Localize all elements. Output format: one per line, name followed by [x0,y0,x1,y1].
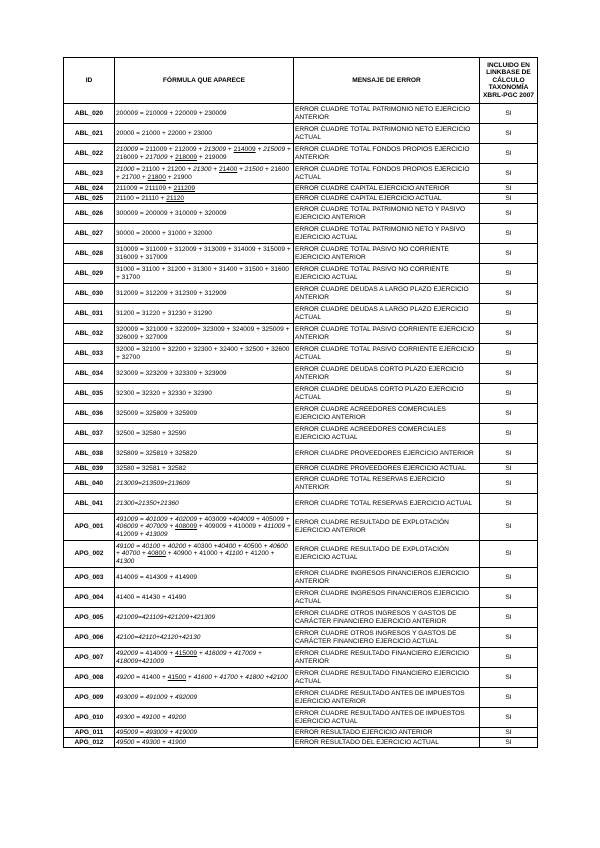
formula-segment: 493009 = 491009 + 492009 [116,693,198,701]
formula-segment: + [211,165,219,173]
formula-segment: 32500 = 32580 + 32590 [116,429,187,437]
formula-segment: 200009 = 210009 + 220009 + 230009 [116,109,227,117]
formula-segment: + 40500 + [235,542,270,550]
rule-id: ABL_038 [64,444,115,464]
formula-segment: 21500 [244,165,264,173]
included-flag: SI [480,144,538,164]
rule-id: APG_007 [64,648,115,668]
rule-formula [115,194,294,204]
included-flag: SI [480,164,538,184]
rule-formula [115,284,294,304]
formula-segment: 214009 [233,145,256,153]
rule-formula [115,364,294,384]
included-flag: SI [480,194,538,204]
rule-formula [115,494,294,514]
included-flag: SI [480,688,538,708]
table-row [64,444,538,464]
formula-segment: 412009 + [116,530,146,538]
rule-formula [115,514,294,541]
rule-formula [115,648,294,668]
table-row [64,404,538,424]
formula-segment: + 21600 + [116,165,289,181]
included-flag: SI [480,204,538,224]
table-row [64,344,538,364]
table-row [64,568,538,588]
included-flag: SI [480,464,538,474]
formula-segment: 41300 [116,557,135,565]
rule-id: ABL_020 [64,104,115,124]
rule-formula [115,384,294,404]
error-message: ERROR CUADRE TOTAL PASIVO NO CORRIENTE EJERCICIO ANTERIOR [294,244,480,264]
rule-id: APG_002 [64,541,115,568]
table-row [64,608,538,628]
rule-formula [115,204,294,224]
rule-formula [115,344,294,364]
formula-segment: 213009=213509+213609 [116,479,190,487]
table-row [64,588,538,608]
formula-segment: 49100 = 40100 + 40200 [116,542,187,550]
included-flag: SI [480,608,538,628]
formula-segment: = 21100 + 21200 + [134,165,194,173]
rule-id: ABL_040 [64,474,115,494]
formula-segment: 49500 = 49300 + 41900 [116,738,187,746]
rule-id: ABL_036 [64,404,115,424]
rule-id: APG_008 [64,668,115,688]
rule-formula [115,404,294,424]
rule-formula [115,144,294,164]
table-row [64,514,538,541]
table-row [64,184,538,194]
included-flag: SI [480,264,538,284]
formula-segment: 213009 [204,145,227,153]
formula-segment: 421009=421109+421209+421309 [116,613,216,621]
included-flag: SI [480,244,538,264]
included-flag: SI [480,364,538,384]
error-message: ERROR CUADRE TOTAL PASIVO NO CORRIENTE EJERCICIO ACTUAL [294,264,480,284]
formula-segment: + [255,145,264,153]
error-message: ERROR CUADRE RESULTADO ANTES DE IMPUESTOS EJERCICIO ANTERIOR [294,688,480,708]
error-message: ERROR CUADRE RESULTADO FINANCIERO EJERCICIO ANTERIOR [294,648,480,668]
rule-id: ABL_035 [64,384,115,404]
included-flag: SI [480,104,538,124]
table-row [64,324,538,344]
formula-segment: 408009 [175,523,198,531]
included-flag: SI [480,568,538,588]
rule-formula [115,224,294,244]
error-message: ERROR CUADRE TOTAL PATRIMONIO NETO EJERCICIO ANTERIOR [294,104,480,124]
rule-formula [115,184,294,194]
included-flag: SI [480,588,538,608]
formula-segment: 211009 = 211109 + [116,184,174,192]
formula-segment: + [167,153,176,161]
table-row [64,284,538,304]
rule-id: APG_010 [64,708,115,728]
rule-id: APG_003 [64,568,115,588]
formula-segment: 42100=42110+42120+42130 [116,633,201,641]
table-row [64,384,538,404]
error-message: ERROR CUADRE TOTAL PATRIMONIO NETO EJERCICIO ACTUAL [294,124,480,144]
table-row [64,494,538,514]
rule-id: ABL_022 [64,144,115,164]
included-flag: SI [480,444,538,464]
error-message: ERROR CUADRE DEUDAS A LARGO PLAZO EJERCICIO ACTUAL [294,304,480,324]
table-row [64,688,538,708]
error-message: ERROR CUADRE DEUDAS A LARGO PLAZO EJERCICIO ANTERIOR [294,284,480,304]
included-flag: SI [480,184,538,194]
formula-segment: 495009 = 493009 + 419009 [116,728,198,736]
rule-id: ABL_021 [64,124,115,144]
included-flag: SI [480,344,538,364]
table-row [64,728,538,738]
rule-formula [115,124,294,144]
table-row [64,474,538,494]
rule-formula [115,104,294,124]
formula-segment: + [226,145,234,153]
error-rules-table [63,57,538,748]
formula-segment: 49200 [116,673,135,681]
rule-formula [115,708,294,728]
rule-id: APG_009 [64,688,115,708]
formula-segment: +40400 [213,542,236,550]
formula-segment: + 409009 + 410009 + [197,523,264,531]
formula-segment: = 211009 + 212009 + [138,145,205,153]
formula-segment: 210009 [116,145,139,153]
error-message: ERROR RESULTADO EJERCICIO ANTERIOR [294,728,480,738]
table-row [64,628,538,648]
table-row [64,648,538,668]
error-message: ERROR CUADRE TOTAL PASIVO CORRIENTE EJERCICIO ACTUAL [294,344,480,364]
header-formula: FÓRMULA QUE APARECE [115,58,294,104]
table-row [64,124,538,144]
error-message: ERROR CUADRE CAPITAL EJERCICIO ACTUAL [294,194,480,204]
formula-segment: 323009 = 323209 + 323309 + 323909 [116,369,227,377]
rule-id: APG_006 [64,628,115,648]
table-body [64,104,538,748]
rule-id: ABL_037 [64,424,115,444]
header-included: INCLUIDO EN LINKBASE DE CÁLCULO TAXONOMÍA XBRL-PGC 2007 [480,58,538,104]
formula-segment: + [237,165,245,173]
rule-id: APG_005 [64,608,115,628]
error-message: ERROR CUADRE PROVEEDORES EJERCICIO ANTERIOR [294,444,480,464]
rule-formula [115,588,294,608]
formula-segment: = 41400 + [134,673,168,681]
formula-segment: 41500 [167,673,187,681]
rule-formula [115,668,294,688]
rule-id: ABL_028 [64,244,115,264]
rule-id: ABL_034 [64,364,115,384]
error-message: ERROR CUADRE RESULTADO DE EXPLOTACIÓN EJERCICIO ACTUAL [294,541,480,568]
included-flag: SI [480,474,538,494]
table-row [64,244,538,264]
formula-segment: 310009 = 311009 + 312009 + 313009 + 314009 + 315009 + 316009 + 317009 [116,245,291,261]
formula-segment: 325809 = 325819 + 325829 [116,449,198,457]
error-message: ERROR CUADRE RESULTADO FINANCIERO EJERCICIO ACTUAL [294,668,480,688]
included-flag: SI [480,738,538,748]
formula-segment: + 216009 + [116,145,291,161]
table-row [64,364,538,384]
table-row [64,144,538,164]
error-message: ERROR CUADRE TOTAL PATRIMONIO NETO Y PASIVO EJERCICIO ACTUAL [294,224,480,244]
table-row [64,464,538,474]
formula-segment: 217009 [145,153,168,161]
error-message: ERROR CUADRE INGRESOS FINANCIEROS EJERCICIO ACTUAL [294,588,480,608]
error-message: ERROR CUADRE RESULTADO ANTES DE IMPUESTOS EJERCICIO ACTUAL [294,708,480,728]
error-message: ERROR CUADRE ACREEDORES COMERCIALES EJERCICIO ANTERIOR [294,404,480,424]
included-flag: SI [480,424,538,444]
formula-segment: 32300 = 32320 + 32330 + 32390 [116,389,212,397]
rule-id: ABL_041 [64,494,115,514]
header-message: MENSAJE DE ERROR [294,58,480,104]
included-flag: SI [480,628,538,648]
rule-id: APG_004 [64,588,115,608]
error-message: ERROR CUADRE DEUDAS CORTO PLAZO EJERCICIO ACTUAL [294,384,480,404]
error-message: ERROR CUADRE RESULTADO DE EXPLOTACIÓN EJERCICIO ANTERIOR [294,514,480,541]
formula-segment: 40600 + 40700 + [116,542,288,558]
rule-id: ABL_023 [64,164,115,184]
error-message: ERROR CUADRE TOTAL RESERVAS EJERCICIO ANTERIOR [294,474,480,494]
rule-formula [115,464,294,474]
rule-formula [115,541,294,568]
rule-id: ABL_031 [64,304,115,324]
formula-segment: 32000 = 32100 + 32200 + 32300 + 32400 + 32500 + 32600 + 32700 [116,345,290,361]
formula-segment: 312009 = 312209 + 312309 + 312909 [116,289,227,297]
formula-segment: 31200 = 31220 + 31230 + 31290 [116,309,212,317]
included-flag: SI [480,404,538,424]
rule-formula [115,304,294,324]
rule-formula [115,688,294,708]
table-row [64,708,538,728]
included-flag: SI [480,708,538,728]
formula-segment: 20000 = 21000 + 22000 + 23000 [116,129,212,137]
rule-id: ABL_024 [64,184,115,194]
rule-id: ABL_030 [64,284,115,304]
error-message: ERROR CUADRE INGRESOS FINANCIEROS EJERCICIO ANTERIOR [294,568,480,588]
formula-segment: 21000 [116,165,135,173]
formula-segment: 41200 + [248,550,275,558]
formula-segment: 411009 + [263,523,291,531]
formula-segment: + 416009 + 417009 + 418009+421009 [116,649,262,665]
table-header-row [64,58,538,104]
error-message: ERROR CUADRE PROVEEDORES EJERCICIO ACTUAL [294,464,480,474]
rule-formula [115,628,294,648]
included-flag: SI [480,304,538,324]
rule-id: APG_011 [64,728,115,738]
formula-segment: + 21900 [165,173,192,181]
table-row [64,224,538,244]
rule-id: ABL_039 [64,464,115,474]
formula-segment: 21120 [166,194,185,202]
formula-segment: 215009 [263,145,286,153]
included-flag: SI [480,514,538,541]
table-row [64,541,538,568]
error-message: ERROR CUADRE TOTAL PATRIMONIO NETO Y PASIVO EJERCICIO ANTERIOR [294,204,480,224]
table-row [64,424,538,444]
formula-segment: 32580 = 32581 + 32582 [116,464,187,472]
formula-segment: 49300 = 49100 + 49200 [116,713,187,721]
header-id: ID [64,58,115,104]
table-row [64,204,538,224]
formula-segment: 21400 [218,165,238,173]
table-row [64,304,538,324]
formula-segment: 41100 + [225,550,249,558]
table-row [64,264,538,284]
formula-segment: 21300 [193,165,212,173]
rule-formula [115,474,294,494]
formula-segment: + 40300 [186,542,214,550]
included-flag: SI [480,324,538,344]
rule-formula [115,728,294,738]
formula-segment: +404009 [228,515,255,523]
formula-segment: + [140,173,148,181]
formula-segment: 21700 [121,173,141,181]
included-flag: SI [480,124,538,144]
rule-formula [115,738,294,748]
rule-id: ABL_027 [64,224,115,244]
formula-segment: + 219009 [197,153,227,161]
formula-segment: + 403009 [197,515,229,523]
formula-segment: + 40900 + 41000 + [165,550,226,558]
error-message: ERROR CUADRE CAPITAL EJERCICIO ANTERIOR [294,184,480,194]
included-flag: SI [480,648,538,668]
formula-segment: 415009 [175,649,198,657]
formula-segment: 41400 = 41430 + 41490 [116,593,187,601]
table-row [64,104,538,124]
error-message: ERROR CUADRE OTROS INGRESOS Y GASTOS DE CARÁCTER FINANCIERO EJERCICIO ACTUAL [294,628,480,648]
formula-segment: 21100 = 21110 + [116,194,167,202]
included-flag: SI [480,541,538,568]
rule-id: APG_001 [64,514,115,541]
rule-formula [115,264,294,284]
formula-segment: + 406009 + 407009 + [116,515,290,531]
formula-segment: 300009 = 200009 + 310009 + 320009 [116,209,227,217]
formula-segment: 414009 = 414309 + 414909 [116,573,198,581]
error-message: ERROR CUADRE TOTAL PASIVO CORRIENTE EJERCICIO ANTERIOR [294,324,480,344]
rule-formula [115,164,294,184]
formula-segment: + 41600 + 41700 + 41800 +42100 [186,673,288,681]
formula-segment: 30000 = 20000 + 31000 + 32000 [116,229,212,237]
rule-id: ABL_033 [64,344,115,364]
formula-segment: + 405009 [254,515,286,523]
rule-formula [115,608,294,628]
formula-segment: 492009 [116,649,139,657]
table-row [64,194,538,204]
included-flag: SI [480,284,538,304]
rule-formula [115,424,294,444]
formula-segment: 211209 [173,184,196,192]
included-flag: SI [480,494,538,514]
formula-segment: 218009 [175,153,198,161]
formula-segment: 40800 [147,550,166,558]
error-message: ERROR CUADRE TOTAL FONDOS PROPIOS EJERCICIO ANTERIOR [294,144,480,164]
rule-id: ABL_032 [64,324,115,344]
error-message: ERROR CUADRE DEUDAS CORTO PLAZO EJERCICIO ANTERIOR [294,364,480,384]
rule-formula [115,324,294,344]
error-message: ERROR CUADRE TOTAL RESERVAS EJERCICIO ACTUAL [294,494,480,514]
formula-segment: 413009 [145,530,168,538]
rule-id: ABL_029 [64,264,115,284]
included-flag: SI [480,224,538,244]
formula-segment: 320009 = 321009 + 322009+ 323009 + 324009 + 325009 + 326009 + 327009 [116,325,290,341]
rule-id: APG_012 [64,738,115,748]
formula-segment: 325009 = 325809 + 325909 [116,409,198,417]
formula-segment: 21300=21350+21360 [116,499,179,507]
error-message: ERROR CUADRE TOTAL FONDOS PROPIOS EJERCICIO ACTUAL [294,164,480,184]
formula-segment: 21800 [147,173,166,181]
included-flag: SI [480,668,538,688]
error-message: ERROR RESULTADO DEL EJERCICIO ACTUAL [294,738,480,748]
included-flag: SI [480,384,538,404]
included-flag: SI [480,728,538,738]
table-row [64,164,538,184]
formula-segment: 31000 = 31100 + 31200 + 31300 + 31400 + 31500 + 31600 + 31700 [116,265,289,281]
formula-segment: = 414009 + [138,649,176,657]
table-row [64,738,538,748]
rule-id: ABL_025 [64,194,115,204]
rule-formula [115,444,294,464]
error-message: ERROR CUADRE OTROS INGRESOS Y GASTOS DE CARÁCTER FINANCIERO EJERCICIO ANTERIOR [294,608,480,628]
rule-formula [115,244,294,264]
formula-segment: 491009 = 401009 + 402009 [116,515,198,523]
rule-formula [115,568,294,588]
table-row [64,668,538,688]
rule-id: ABL_026 [64,204,115,224]
error-message: ERROR CUADRE ACREEDORES COMERCIALES EJERCICIO ACTUAL [294,424,480,444]
